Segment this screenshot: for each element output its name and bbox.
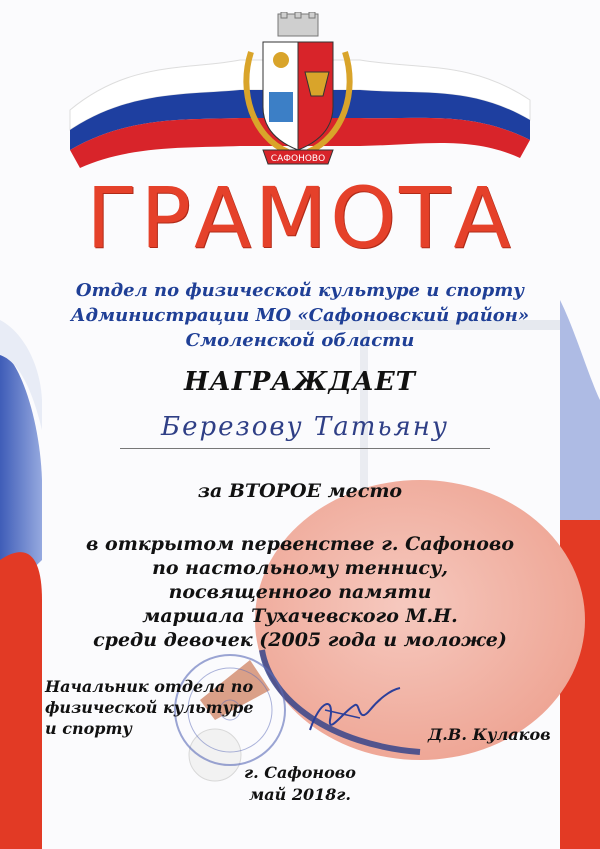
location-date (200, 762, 400, 806)
event-line: среди девочек (2005 года и моложе) (93, 629, 507, 651)
organization-line: Отдел по физической культуре и спорту (75, 280, 525, 301)
organization-block (60, 278, 540, 353)
award-place: за ВТОРОЕ место (197, 480, 403, 502)
signer-name: Д.В. Кулаков (428, 725, 551, 744)
signer-position-line: и спорту (45, 719, 132, 738)
organization-line: Администрации МО «Сафоновский район» (70, 305, 530, 326)
event-line: маршала Тухачевского М.Н. (142, 605, 458, 627)
left-stripe-red (0, 552, 42, 849)
event-description (40, 532, 560, 652)
location: г. Сафоново (244, 763, 356, 782)
recipient-name: Березову Татьяну (161, 412, 449, 442)
organization-line: Смоленской области (185, 330, 415, 351)
signer-position-line: физической культуре (45, 698, 254, 717)
city-emblem (233, 12, 363, 172)
recipient-underline (120, 448, 490, 449)
signature (300, 680, 410, 740)
signer-position-line: Начальник отдела по (45, 677, 254, 696)
emblem-label: САФОНОВО (270, 154, 326, 164)
awards-heading: НАГРАЖДАЕТ (184, 367, 416, 397)
signer-position (45, 676, 285, 739)
event-line: посвященного памяти (168, 581, 432, 603)
event-line: по настольному теннису, (152, 557, 448, 579)
date: май 2018г. (249, 785, 351, 804)
certificate-title: ГРАМОТА (86, 169, 514, 267)
event-line: в открытом первенстве г. Сафоново (85, 533, 515, 555)
